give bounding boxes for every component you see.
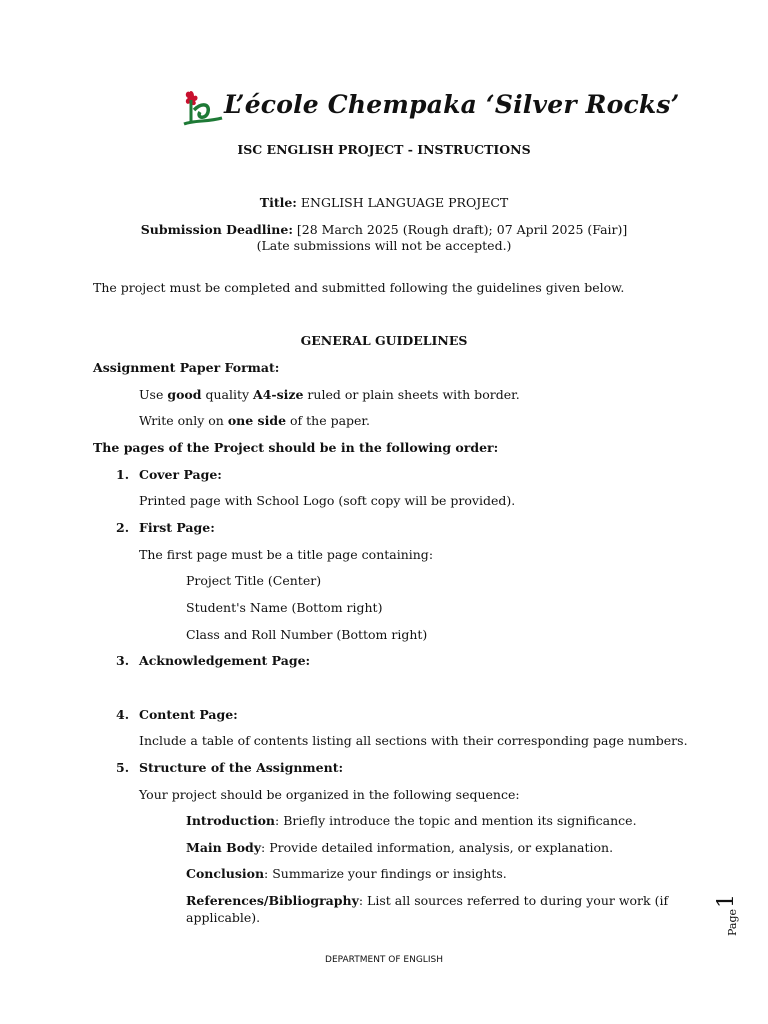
first-page-subitem: Class and Roll Number (Bottom right) — [186, 627, 428, 642]
paper-format-line-2 — [139, 413, 370, 429]
school-logo-header — [180, 88, 680, 132]
page-order-heading: The pages of the Project should be in the following order: — [93, 440, 499, 455]
structure-item-introduction — [186, 813, 637, 829]
first-page-subitem: Project Title (Center) — [186, 573, 322, 588]
content-page-text: Include a table of contents listing all sections with their corresponding page numbers. — [139, 733, 688, 748]
cover-page-title: Cover Page: — [139, 467, 222, 482]
paper-format-heading: Assignment Paper Format: — [93, 360, 280, 375]
structure-title: Structure of the Assignment: — [139, 760, 344, 775]
structure-desc: : Summarize your findings or insights. — [264, 866, 507, 881]
document-heading: ISC ENGLISH PROJECT - INSTRUCTIONS — [237, 142, 531, 157]
structure-desc: : Briefly introduce the topic and mention its significance. — [275, 813, 637, 828]
structure-label: Introduction — [186, 813, 276, 828]
list-number: 2. — [116, 520, 130, 535]
structure-item-references-continued: applicable). — [186, 910, 261, 925]
text-run: of the paper. — [286, 413, 371, 428]
page-number: 1 — [714, 894, 739, 908]
general-guidelines-heading: GENERAL GUIDELINES — [300, 333, 468, 348]
text-run: Use — [139, 387, 168, 402]
structure-label: References/Bibliography — [186, 893, 359, 908]
title-value: ENGLISH LANGUAGE PROJECT — [300, 195, 509, 210]
structure-text: Your project should be organized in the following sequence: — [139, 787, 520, 802]
school-name-logo: L’école Chempaka ‘Silver Rocks’ — [224, 90, 680, 119]
first-page-text: The first page must be a title page containing: — [139, 547, 434, 562]
content-page-title: Content Page: — [139, 707, 238, 722]
text-run: Write only on — [139, 413, 228, 428]
text-run: quality — [201, 387, 254, 402]
late-submission-note: (Late submissions will not be accepted.) — [256, 238, 512, 253]
title-line — [0, 195, 768, 211]
list-number: 5. — [116, 760, 130, 775]
page-word: Page — [726, 908, 739, 936]
department-footer: DEPARTMENT OF ENGLISH — [325, 955, 443, 965]
title-label: Title: — [259, 195, 297, 210]
structure-label: Main Body — [186, 840, 262, 855]
text-run: ruled or plain sheets with border. — [303, 387, 520, 402]
structure-desc: : Provide detailed information, analysis, or explanation. — [261, 840, 614, 855]
intro-paragraph: The project must be completed and submitted following the guidelines given below. — [93, 280, 625, 295]
first-page-subitem: Student's Name (Bottom right) — [186, 600, 383, 615]
bold-run: A4-size — [253, 387, 304, 402]
structure-item-main-body — [186, 840, 613, 856]
deadline-line — [0, 222, 768, 238]
first-page-title: First Page: — [139, 520, 215, 535]
deadline-value: [28 March 2025 (Rough draft); 07 April 2025 (Fair)] — [296, 222, 628, 237]
deadline-label: Submission Deadline: — [140, 222, 293, 237]
page-number-marker — [708, 888, 748, 940]
list-number: 1. — [116, 467, 130, 482]
bold-run: good — [167, 387, 202, 402]
list-number: 4. — [116, 707, 130, 722]
structure-desc: : List all sources referred to during your work (if — [358, 893, 669, 908]
school-logo-icon — [180, 88, 224, 128]
structure-item-references — [186, 893, 668, 909]
structure-item-conclusion — [186, 866, 507, 882]
bold-run: one side — [227, 413, 287, 428]
paper-format-line-1 — [139, 387, 520, 403]
list-number: 3. — [116, 653, 130, 668]
cover-page-text: Printed page with School Logo (soft copy will be provided). — [139, 493, 516, 508]
structure-label: Conclusion — [186, 866, 265, 881]
acknowledgement-page-title: Acknowledgement Page: — [139, 653, 311, 668]
